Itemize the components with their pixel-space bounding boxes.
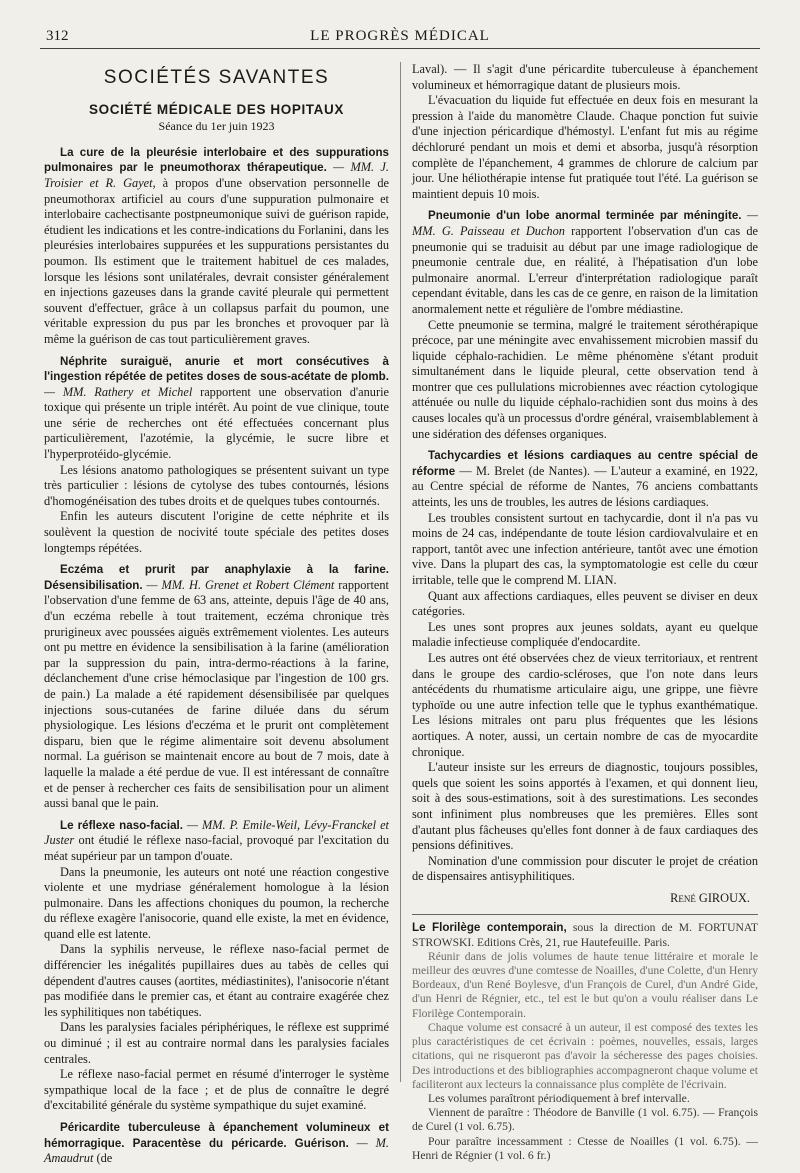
session-date: Séance du 1er juin 1923 bbox=[158, 119, 275, 134]
entry-nephrite bbox=[44, 354, 389, 557]
entry-text: à propos d'une observation personnelle de pneumothorax artificiel au cours d'une suppuration pulmonaire et interlobaire cachectisante postpneumonique suivi de guérison rapide, étudient les indications et les contre-indications du Forlanini, dans les pleurésies interlobaires suppurées et les suppurations persistantes du poumon. Ils estiment que le traitement habituel de ces malades, lorsque les lésions sont unilatérales, devrait consister généralement en injections gazeuses dans la grande cavité pleurale qui permettent souvent d'effectuer, grâce à un collapsus parfait du poumon, une véritable expression du pus par les bronches et provoquer par là même la guérison de cas tout particulièrement graves. bbox=[44, 175, 390, 346]
entry-paragraph: Les troubles consistent surtout en tachycardie, dont il n'a pas vu moins de 24 cas, indépendante de toute lésion cardiovalvulaire et en rapport, tantôt avec une infection antérieure, tantôt avec une émotion vive. Dans la plupart des cas, la symptomatologie est celle du cœur irritable, telle que le comprend M. LIAN. bbox=[412, 510, 758, 587]
entry-paragraph: L'auteur insiste sur les erreurs de diagnostic, toujours possibles, quels que soient les soins apportés à l'examen, et qui donnent lieu, soit à des sous-estimations, soit à des surestimations. Les secondes sont infiniment plus nombreuses que les premières. Elles sont d'autant plus fâcheuses qu'elles font donner à de faux cardiaques des pensions définitives. bbox=[412, 760, 758, 853]
entry-title: Pneumonie d'un lobe anormal terminée par méningite. bbox=[428, 209, 742, 223]
entry-eczema bbox=[44, 562, 389, 812]
review-paragraph: Pour paraître incessamment : Ctesse de Noailles (1 vol. 6.75). — Henri de Régnier (1 vol. 6 fr.) bbox=[412, 1134, 758, 1162]
entry-paragraph: Les autres ont été observées chez de vieux territoriaux, et rentrent dans le groupe des cardio-scléroses, que l'on note dans leurs antécédents du rhumatisme articulaire aigu, une grippe, une fièvre typhoïde ou une autre infection telle que le typhus exanthématique. Les lésions mitrales ont paru plus fréquentes que les lésions aortiques. A noter, aussi, un certain nombre de cas de myocardite chronique. bbox=[412, 650, 758, 759]
entry-text: rapportent l'observation d'un cas de pneumonie qui se traduisit au début par une image radiologique de pneumonie centrale due, en réalité, à l'hépatisation d'un lobe pulmonaire anormal. L'erreur d'interprétation radiologique paraît cependant évitable, dans les cas de ce genre, en raison de la limitation anormalement nette et régulière de l'ombre médiastine. bbox=[412, 223, 758, 316]
review-paragraph: Les volumes paraîtront périodiquement à bref intervalle. bbox=[428, 1091, 690, 1105]
review-paragraph: Viennent de paraître : Théodore de Banville (1 vol. 6.75). — François de Curel (1 vol. 6.75). bbox=[412, 1106, 758, 1134]
society-title: SOCIÉTÉ MÉDICALE DES HOPITAUX bbox=[89, 101, 344, 117]
entry-paragraph: Le réflexe naso-facial permet en résumé d'interroger le système sympathique local de la face ; et de plus de connaître le degré d'excitabilité générale du système sympathique du sujet examiné. bbox=[44, 1067, 389, 1113]
entry-pericardite bbox=[44, 1120, 389, 1167]
entry-paragraph: Dans les paralysies faciales périphériques, le réflexe est supprimé ou diminué ; il est au contraire normal dans les paralysies faciales centrales. bbox=[44, 1020, 389, 1066]
review-divider bbox=[412, 914, 758, 915]
entry-text: ont étudié le réflexe naso-facial, provoqué par l'excitation du méat supérieur par un tampon d'ouate. bbox=[44, 833, 389, 863]
entry-title: Eczéma et prurit par anaphylaxie à la farine. Désensibilisation. bbox=[44, 563, 389, 592]
entry-reflexe bbox=[44, 818, 389, 1114]
entry-paragraph: Dans la pneumonie, les auteurs ont noté une réaction congestive violente et une mydriase généralement homologue à la lésion pulmonaire. Dans les affections choniques du poumon, la recherche du réflexe exagère l'anisocorie, quand elle existe, la met en évidence, quand elle est latente. bbox=[44, 864, 389, 941]
journal-title: LE PROGRÈS MÉDICAL bbox=[310, 28, 490, 44]
entry-authors: — MM. H. Grenet et Robert Clément bbox=[146, 577, 335, 592]
entry-authors: — MM. P. Emile-Weil, Lévy-Franckel et Juster bbox=[44, 817, 389, 848]
entry-paragraph: Les unes sont propres aux jeunes soldats, ayant eu quelque maladie infectieuse compliquée d'endocardite. bbox=[412, 619, 758, 650]
review-paragraph: Chaque volume est consacré à un auteur, il est composé des textes les plus caractéristiques de cet écrivain : poèmes, nouvelles, essais, larges citations, qui ne risqueront pas d'avoir la sécheresse des pages choisies. Des introductions et des bibliographies accompagneront chaque volume et faciliteront aux lecteurs la connaissance plus complète de l'écrivain. bbox=[412, 1020, 758, 1091]
entry-authors: — M. Amaudrut bbox=[44, 1135, 390, 1166]
left-column bbox=[44, 62, 389, 1173]
entry-title: Le réflexe naso-facial. bbox=[60, 818, 183, 832]
page-header bbox=[40, 28, 760, 46]
header-rule bbox=[40, 48, 760, 49]
entry-paragraph: Cette pneumonie se termina, malgré le traitement sérothérapique précoce, par une méningite avec envahissement microbien massif du liquide céphalo-rachidien. Le même phénomène s'étant produit simultanément dans le liquide pleural, cette observation tend à montrer que ces pullulations microbiennes avec réaction cytologique atténuée ou nulle du liquide céphalo-rachidien sont dus moins à des causes locales qu'à un processus d'ordre général, vraisemblablement à une sidération des défenses organiques. bbox=[412, 317, 758, 441]
entry-pneumonie bbox=[412, 208, 758, 442]
entry-title: Péricardite tuberculeuse à épanchement volumineux et hémorragique. Paracentèse du péricarde. Guérison. bbox=[44, 1121, 389, 1150]
entry-paragraph: Nomination d'une commission pour discuter le projet de création de dispensaires antisyphilitiques. bbox=[412, 853, 758, 884]
entry-text: rapportent une observation d'anurie toxique qui présente un triple intérêt. Au point de vue clinique, toute une série de recherches ont été effectuées concernant plus particulièrement, l'azotémie, la glycémie, le sucre libre et l'hyperprotéido-glycémie. bbox=[44, 384, 389, 462]
column-divider bbox=[400, 62, 401, 1082]
entry-pleuresie bbox=[44, 145, 389, 348]
right-column bbox=[412, 62, 758, 1163]
entry-paragraph: Laval). — Il s'agit d'une péricardite tuberculeuse à épanchement volumineux et hémorragique datant de plusieurs mois. bbox=[412, 62, 758, 92]
entry-text: (de bbox=[93, 1151, 113, 1166]
entry-title: Néphrite suraiguë, anurie et mort consécutives à l'ingestion répétée de petites doses de sous-acétate de plomb. bbox=[44, 354, 389, 384]
book-review bbox=[412, 921, 758, 1162]
page-number: 312 bbox=[46, 28, 69, 44]
entry-text: rapportent l'observation d'une femme de 63 ans, atteinte, depuis l'âge de 40 ans, d'un eczéma rebelle à tout traitement, eczéma chronique très prurigineux avec poussées aiguës extrêmement violentes. Les auteurs ont pu mettre en évidence la sensibilisation à la farine (amélioration par la suppression du pain, intra-dermo-réactions à la farine, déclanchement d'une crise hémoclasique par l'ingestion de 100 grs. de pain.) La malade a été rapidement désensibilisée par quelques injections sous-cutanées de farine diluée dans du sérum physiologique. Les lésions d'eczéma et le prurit ont complètement disparu, bien que le régime alimentaire soit devenu absolument normal. La guérison se maintenait encore au bout de 7 mois, date à laquelle la malade a été perdue de vue. Il est intéressant de connaître et de penser à rechercher ces faits de sensibilisation pour un aliment aussi banal que le pain. bbox=[44, 577, 389, 811]
entry-text: — L'auteur a examiné, en 1922, au Centre spécial de réforme de Nantes, 76 anciens combattants atteints, les uns de troubles, les autres de lésions cardiaques. bbox=[412, 463, 758, 510]
review-text: sous la direction de M. FORTUNAT STROWSKI. Editions Crès, 21, rue Hautefeuille. Paris. bbox=[412, 921, 758, 949]
signature: René GIROUX. bbox=[670, 890, 750, 905]
entry-authors: — MM. Rathery et Michel bbox=[44, 384, 193, 399]
entry-title: La cure de la pleurésie interlobaire et des suppurations pulmonaires par le pneumothorax thérapeutique. bbox=[44, 145, 389, 175]
entry-paragraph: Dans la syphilis nerveuse, le réflexe naso-facial permet de différencier les inégalités pupillaires dues au tabès de celles qui dépendent d'autres causes (aortites, médiastinites), l'anisocorie n'étant pas modifiée dans le premier cas, et étant au contraire exagérée chez les syphilitiques non tabétiques. bbox=[44, 942, 389, 1019]
entry-paragraph: Quant aux affections cardiaques, elles peuvent se diviser en deux catégories. bbox=[412, 588, 758, 619]
entry-paragraph: Enfin les auteurs discutent l'origine de cette néphrite et ils soulèvent la question de nocivité toute spéciale des petites doses longtemps répétées. bbox=[44, 509, 389, 555]
entry-paragraph: Les lésions anatomo pathologiques se présentent suivant un type très particulier : lésions de cytolyse des tubes contournés, lésions d'homogénéisation des tubes droits et de quelques tubes contournés. bbox=[44, 462, 389, 508]
entry-paragraph: L'évacuation du liquide fut effectuée en deux fois en mesurant la pression à l'aide du manomètre Claude. Chaque ponction fut suivie d'une injection péricardique d'hémostyl. L'enfant fut mis au régime déchloruré pendant un mois et demi et absorba, jusqu'à résorption complète de l'épanchement, 4 grammes de chlorure de calcium par jour. Une héliothérapie intense fut pratiquée tout l'été. La guérison se maintient depuis 10 mois. bbox=[412, 93, 758, 201]
entry-pericardite-continued bbox=[412, 62, 758, 202]
entry-authors: — M. Brelet (de Nantes). bbox=[459, 463, 591, 478]
entry-tachycardies bbox=[412, 448, 758, 885]
review-title: Le Florilège contemporain, bbox=[412, 921, 567, 935]
entry-authors: — MM. J. Troisier et R. Gayet, bbox=[44, 160, 389, 190]
section-title: SOCIÉTÉS SAVANTES bbox=[103, 67, 330, 88]
review-paragraph: Réunir dans de jolis volumes de haute tenue littéraire et morale le meilleur des œuvres d'une comtesse de Noailles, d'une Colette, d'un Henry Bordeaux, d'un René Boylesve, d'un François de Curel, d'un André Gide, d'un Henri de Régnier, etc., tel est le but qu'on a voulu réaliser dans Le Florilège Contemporain. bbox=[412, 949, 758, 1020]
entry-authors: — MM. G. Paisseau et Duchon bbox=[412, 208, 758, 238]
entry-title: Tachycardies et lésions cardiaques au centre spécial de réforme bbox=[412, 449, 758, 478]
